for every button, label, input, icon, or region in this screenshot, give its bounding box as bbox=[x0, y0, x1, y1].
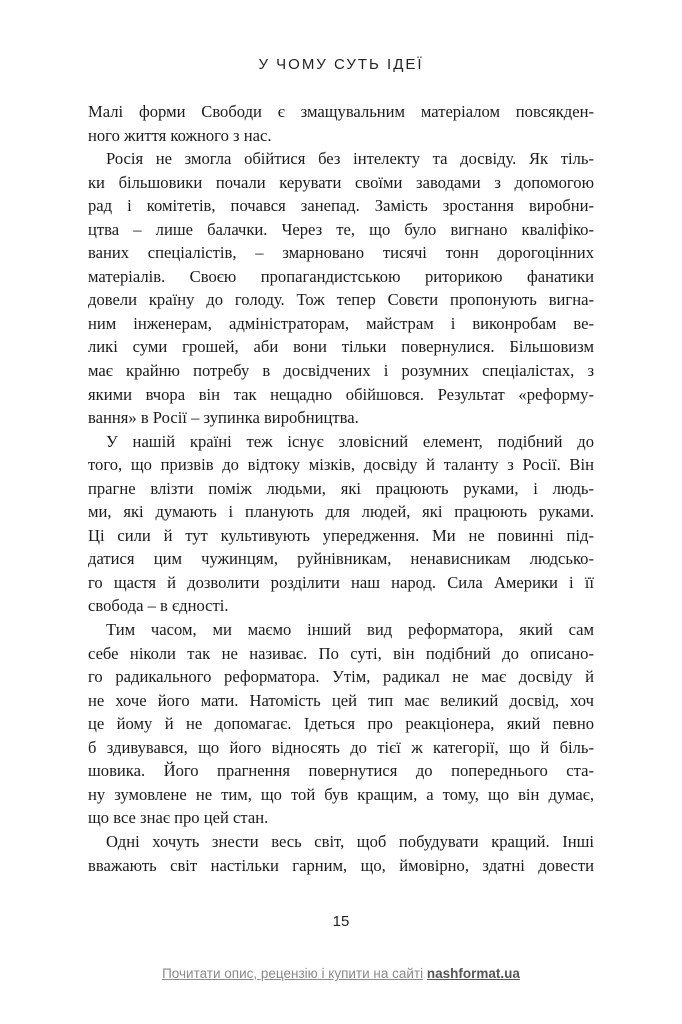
text-line: ним інженерам, адміністраторам, майстрам і виконробам ве- bbox=[88, 313, 594, 333]
running-head: У ЧОМУ СУТЬ ІДЕЇ bbox=[258, 56, 424, 73]
page-number: 15 bbox=[332, 913, 350, 930]
text-line: ликі суми грошей, аби вони тільки повернулися. Більшовизм bbox=[88, 337, 594, 357]
text-line: ми, які думають і планують для людей, які працюють руками. bbox=[88, 502, 594, 522]
text-line: себе ніколи так не називає. По суті, він подібний до описано- bbox=[88, 643, 594, 663]
text-line: не хоче його мати. Натомість цей тип має великий досвід, хоч bbox=[88, 690, 594, 710]
text-line: ного життя кожного з нас. bbox=[88, 125, 272, 145]
text-line: Малі форми Свободи є змащувальним матеріалом повсякден- bbox=[88, 102, 594, 121]
text-line: що все знає про цей стан. bbox=[88, 808, 269, 828]
text-line: Одні хочуть знести весь світ, щоб побудувати кращий. Інші bbox=[106, 831, 594, 851]
body-text bbox=[88, 100, 594, 877]
text-line: шовика. Його прагнення повернутися до попереднього ста- bbox=[88, 761, 594, 781]
footer-promo-link[interactable]: Почитати опис, рецензію і купити на сайті bbox=[162, 966, 424, 981]
text-line: Росія не змогла обійтися без інтелекту та досвіду. Як тіль- bbox=[106, 149, 594, 169]
text-line: вання» в Росії – зупинка виробництва. bbox=[88, 408, 359, 428]
text-line: матеріалів. Своєю пропагандистською риторикою фанатики bbox=[88, 266, 594, 286]
text-line: довели країну до голоду. Тож тепер Совєти пропонують вигна- bbox=[88, 290, 594, 310]
text-line: го радикального реформатора. Утім, радикал не має досвіду й bbox=[88, 667, 594, 687]
text-line: вважають світ настільки гарним, що, ймовірно, здатні довести bbox=[88, 855, 594, 875]
text-line: того, що призвів до відтоку мізків, досвіду й таланту з Росії. Він bbox=[88, 455, 594, 475]
text-line: ки більшовики почали керувати своїми заводами з допомогою bbox=[88, 172, 594, 192]
text-line: б здивувався, що його відносять до тієї ж категорії, що й біль- bbox=[88, 737, 594, 757]
text-line: цтва – лише балачки. Через те, що було вигнано кваліфіко- bbox=[88, 219, 594, 239]
text-line: Ці сили й тут культивують упередження. Ми не повинні під- bbox=[88, 525, 594, 545]
text-line: рад і комітетів, почався занепад. Замість зростання виробни- bbox=[88, 196, 594, 216]
text-line: го щастя й дозволити розділити наш народ. Сила Америки і її bbox=[88, 572, 594, 592]
text-line: це йому й не допомагає. Ідеться про реакціонера, який певно bbox=[88, 714, 594, 734]
footer-site-link[interactable]: nashformat.ua bbox=[426, 966, 520, 981]
text-line: У нашій країні теж існує зловісний елемент, подібний до bbox=[106, 431, 594, 451]
text-line: прагне влізти поміж людьми, які працюють руками, і людь- bbox=[88, 478, 594, 498]
text-line: Тим часом, ми маємо інший вид реформатора, який сам bbox=[106, 620, 594, 640]
text-line: якими вчора він так нещадно обійшовся. Результат «реформу- bbox=[88, 384, 594, 404]
text-line: датися цим чужинцям, руйнівникам, ненависникам людсько- bbox=[88, 549, 594, 569]
footer-promo bbox=[0, 966, 682, 981]
text-line: свобода – в єдності. bbox=[88, 596, 229, 616]
text-line: ну зумовлене не тим, що той був кращим, а тому, що він думає, bbox=[88, 784, 594, 804]
text-line: має крайню потребу в досвідчених і розумних спеціалістах, з bbox=[88, 361, 594, 381]
text-line: ваних спеціалістів, – змарновано тисячі тонн дорогоцінних bbox=[88, 243, 594, 263]
